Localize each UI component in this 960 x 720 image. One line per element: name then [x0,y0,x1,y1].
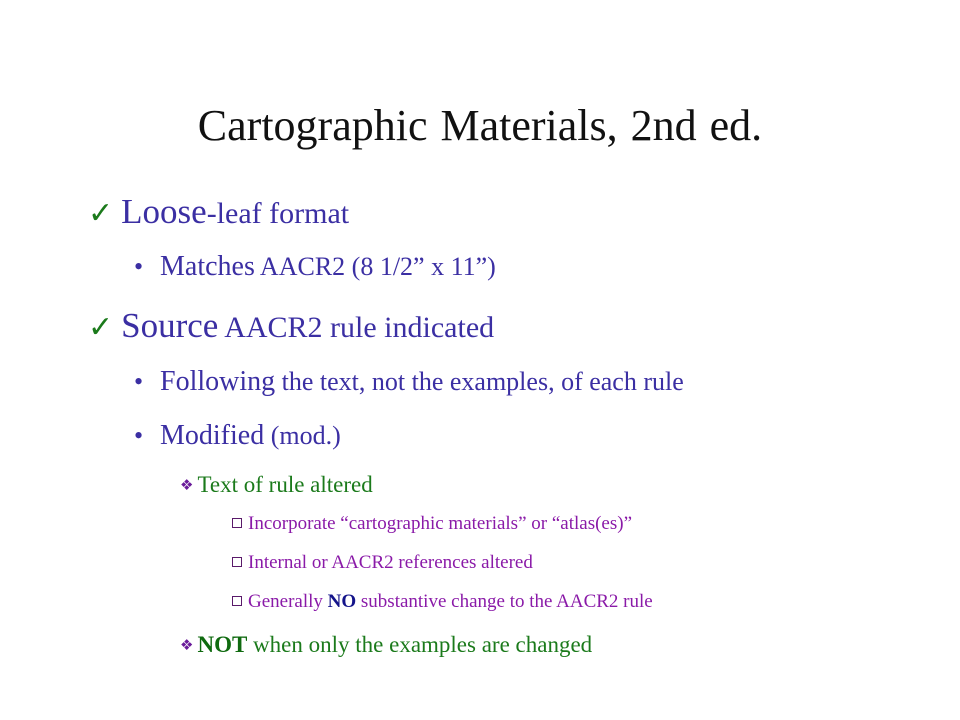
item-emphasis: NOT [197,632,248,657]
item-keyword: Modified [160,420,265,451]
item-text: AACR2 rule indicated [218,311,495,344]
item-keyword: Following [160,366,276,397]
diamond-bullet-icon: ❖ [180,476,194,494]
dot-bullet-icon: • [134,367,144,396]
item-text: (mod.) [264,421,341,450]
checkmark-icon: ✓ [88,196,114,231]
item-text-post: substantive change to the AACR2 rule [356,591,653,612]
item-text-pre: Generally [248,591,328,612]
item-emphasis: NO [327,591,357,612]
item-text: Text of rule altered [197,472,373,497]
slide-title: Cartographic Materials, 2nd ed. [197,101,763,150]
item-text: the text, not the examples, of each rule [275,367,684,396]
item-keyword: Loose [121,192,207,231]
item-text: Internal or AACR2 references altered [248,552,533,573]
item-text-post: when only the examples are changed [247,632,593,657]
level4-incorporate [232,513,632,535]
dot-bullet-icon: • [134,421,144,450]
bullet-loose-leaf [88,192,349,232]
bullet-source [88,306,494,346]
square-bullet-icon [232,518,242,528]
subsub-text-altered [180,472,373,498]
checkmark-icon: ✓ [88,310,114,345]
square-bullet-icon [232,557,242,567]
level4-internal-references [232,552,533,574]
dot-bullet-icon: • [134,252,144,281]
subsub-not-examples [180,632,592,658]
item-keyword: Source [121,306,219,345]
diamond-bullet-icon: ❖ [180,636,194,654]
item-text: -leaf format [206,197,350,230]
item-text: Incorporate “cartographic materials” or “atlas(es)” [248,513,632,534]
square-bullet-icon [232,596,242,606]
item-keyword: Matches [160,251,255,282]
item-text: AACR2 (8 1/2” x 11”) [254,252,496,281]
level4-generally-no [232,591,653,613]
subbullet-modified [134,420,341,452]
subbullet-following [134,366,684,398]
subbullet-matches [134,251,496,283]
